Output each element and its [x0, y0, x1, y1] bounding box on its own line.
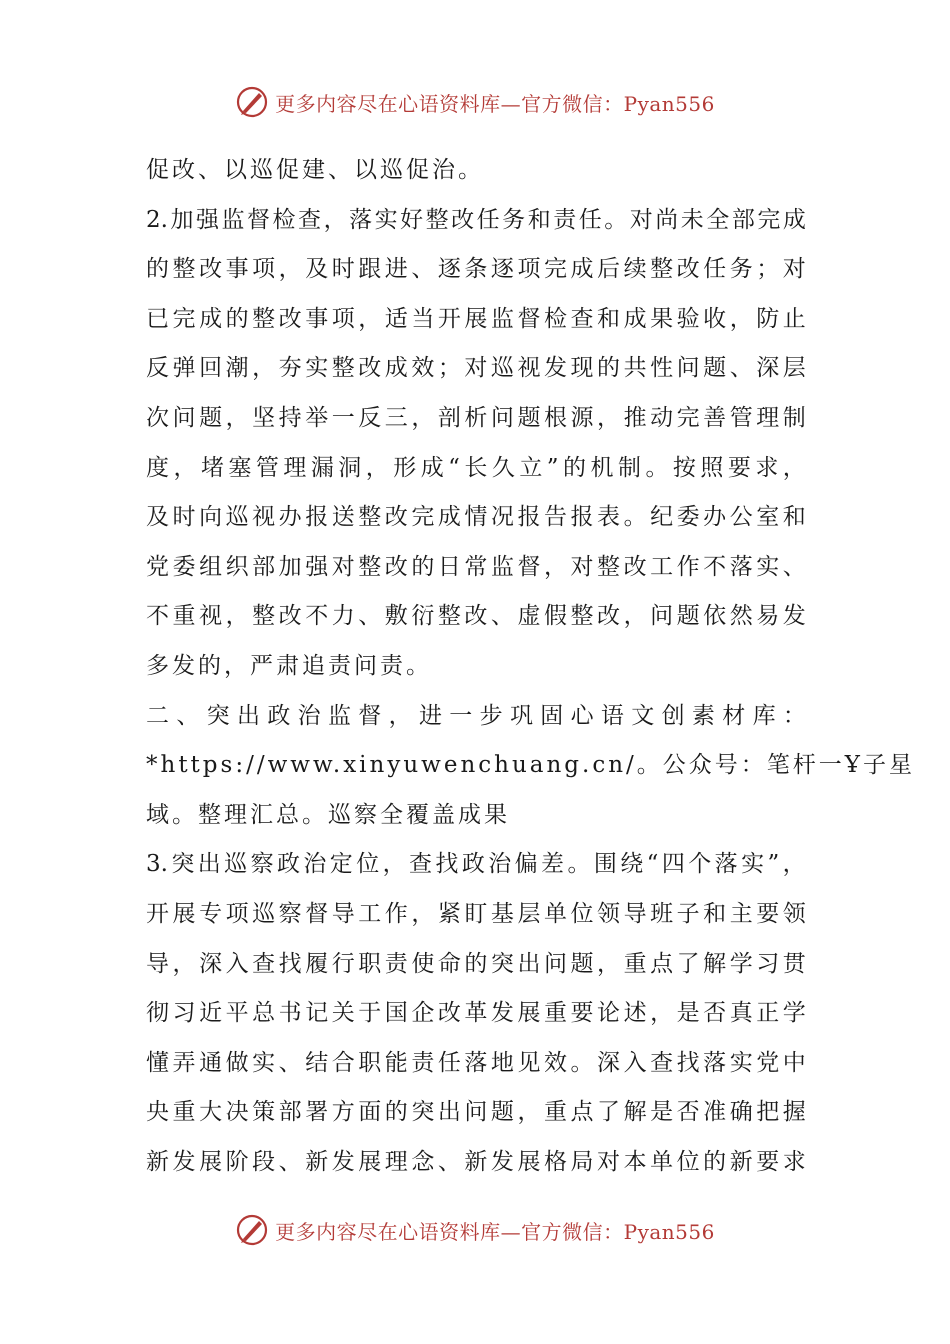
pen-logo-icon	[235, 85, 269, 119]
text-line: 度 ， 堵 塞 管 理 漏 洞 ， 形 成 “ 长 久 立 ” 的 机 制 。 按 照 要 求 ，	[146, 454, 806, 481]
text-line: 央 重 大 决 策 部 署 方 面 的 突 出 问 题 ， 重 点 了 解 是 否 准 确 把 握	[146, 1099, 806, 1126]
text-line: 二 、 突 出 政 治 监 督 ， 进 一 步 巩 固 心 语 文 创 素 材 库 ：	[146, 702, 806, 729]
text-line: 彻 习 近 平 总 书 记 关 于 国 企 改 革 发 展 重 要 论 述 ， 是 否 真 正 学	[146, 1000, 806, 1027]
document-body	[146, 146, 915, 1187]
header-banner-text: 更多内容尽在心语资料库—官方微信：Pyan556	[275, 91, 715, 116]
text-line: 的 整 改 事 项 ， 及 时 跟 进 、 逐 条 逐 项 完 成 后 续 整 改 任 务 ； 对	[146, 256, 806, 283]
footer-banner-text: 更多内容尽在心语资料库—官方微信：Pyan556	[275, 1219, 715, 1244]
text-line: 2. 加 强 监 督 检 查 ， 落 实 好 整 改 任 务 和 责 任 。 对 尚 未 全 部 完 成	[146, 206, 806, 233]
text-line: 开 展 专 项 巡 察 督 导 工 作 ， 紧 盯 基 层 单 位 领 导 班 子 和 主 要 领	[146, 900, 806, 927]
text-line: 次 问 题 ， 坚 持 举 一 反 三 ， 剖 析 问 题 根 源 ， 推 动 完 善 管 理 制	[146, 404, 806, 431]
text-line: *https://www.xinyuwenchuang.cn/。公众号：笔杆一Ұ子星	[146, 752, 915, 779]
text-line: 3. 突 出 巡 察 政 治 定 位 ， 查 找 政 治 偏 差 。 围 绕 “ 四 个 落 实 ” ，	[146, 851, 806, 878]
text-line: 不 重 视 ， 整 改 不 力 、 敷 衍 整 改 、 虚 假 整 改 ， 问 题 依 然 易 发	[146, 603, 806, 630]
footer-banner	[0, 1208, 950, 1252]
text-line: 已 完 成 的 整 改 事 项 ， 适 当 开 展 监 督 检 查 和 成 果 验 收 ， 防 止	[146, 305, 806, 332]
text-line: 促改、以巡促建、以巡促治。	[146, 157, 484, 183]
text-line: 党 委 组 织 部 加 强 对 整 改 的 日 常 监 督 ， 对 整 改 工 作 不 落 实 、	[146, 553, 806, 580]
text-line: 懂 弄 通 做 实 、 结 合 职 能 责 任 落 地 见 效 。 深 入 查 找 落 实 党 中	[146, 1049, 806, 1076]
text-line: 域。整理汇总。巡察全覆盖成果	[146, 801, 510, 828]
text-line: 及 时 向 巡 视 办 报 送 整 改 完 成 情 况 报 告 报 表 。 纪 委 办 公 室 和	[146, 504, 806, 531]
text-line: 反 弹 回 潮 ， 夯 实 整 改 成 效 ； 对 巡 视 发 现 的 共 性 问 题 、 深 层	[146, 355, 806, 382]
text-line: 导 ， 深 入 查 找 履 行 职 责 使 命 的 突 出 问 题 ， 重 点 了 解 学 习 贯	[146, 950, 806, 977]
pen-logo-icon	[235, 1213, 269, 1247]
text-line: 多发的，严肃追责问责。	[146, 652, 432, 679]
text-line: 新 发 展 阶 段 、 新 发 展 理 念 、 新 发 展 格 局 对 本 单 位 的 新 要 求	[146, 1148, 806, 1175]
header-banner	[0, 80, 950, 124]
